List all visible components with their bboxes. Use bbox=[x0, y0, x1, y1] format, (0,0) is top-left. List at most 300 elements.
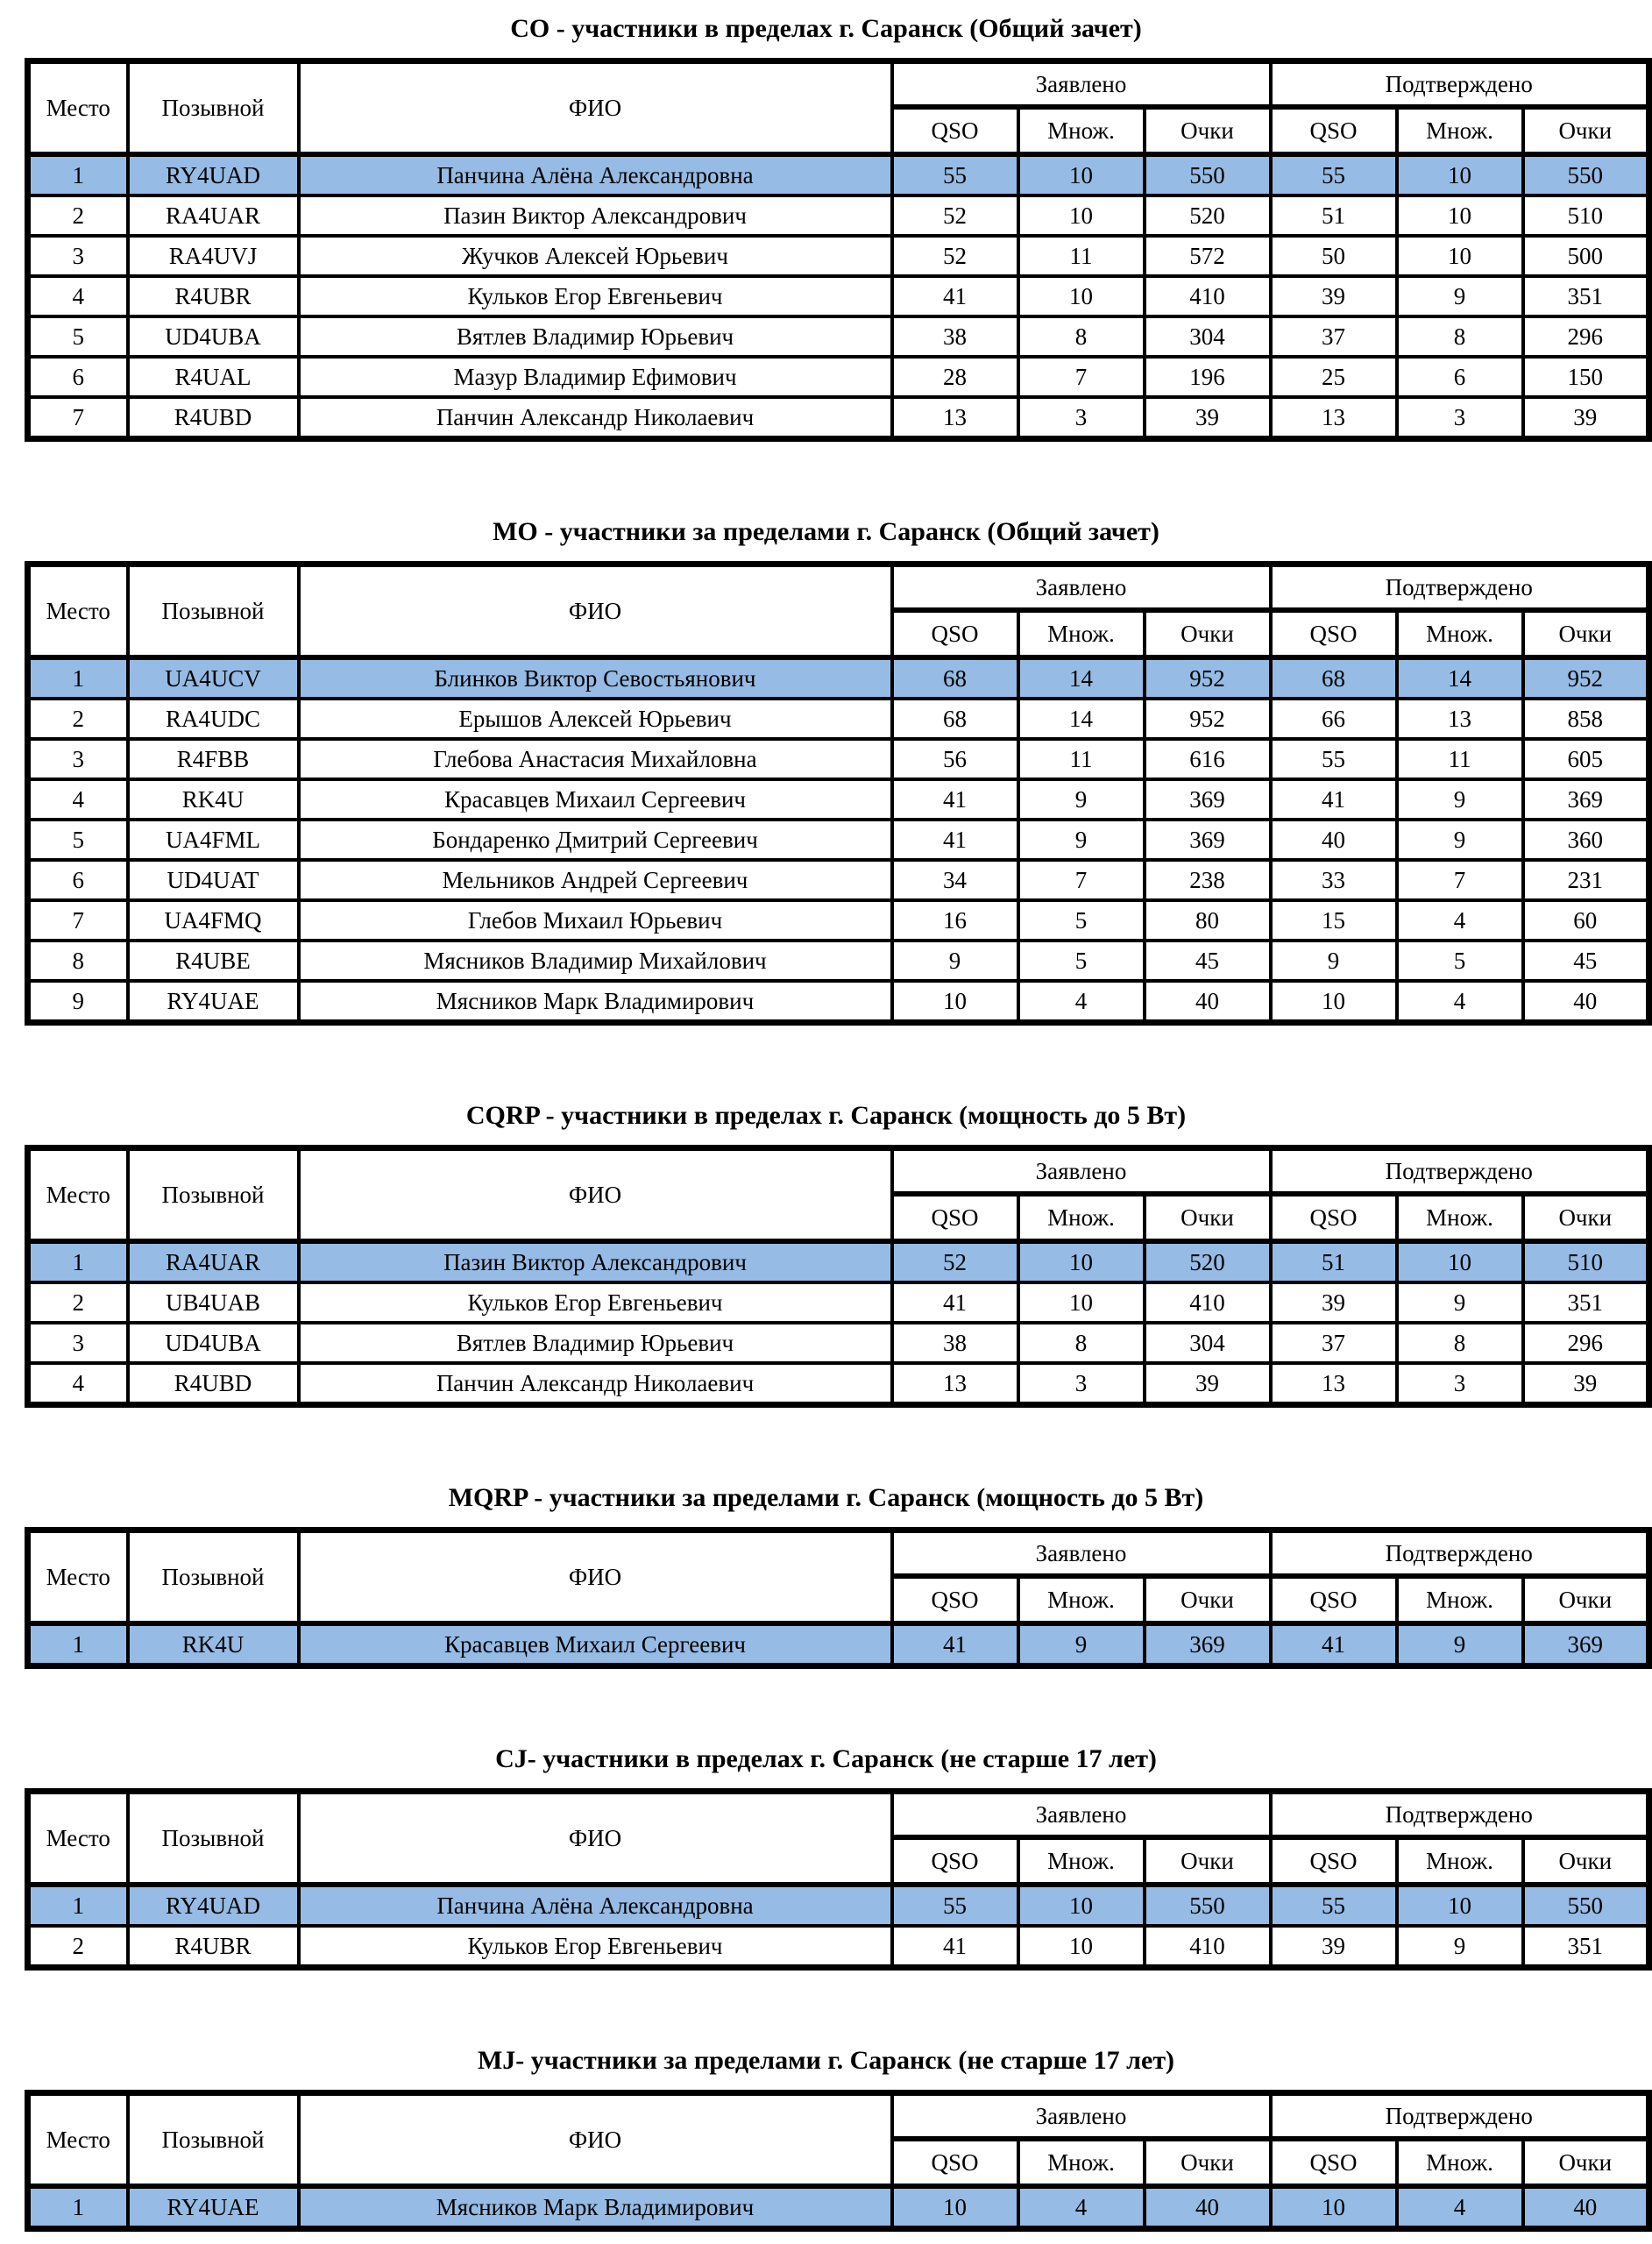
cell-claimed-mult: 10 bbox=[1018, 1885, 1145, 1926]
table-row bbox=[28, 739, 1649, 779]
cell-confirmed-points: 952 bbox=[1523, 657, 1649, 699]
results-table-mqrp bbox=[25, 1527, 1652, 1669]
table-title-cqrp: CQRP - участники в пределах г. Саранск (мощность до 5 Вт) bbox=[465, 1101, 1187, 1130]
cell-confirmed-qso: 15 bbox=[1271, 900, 1397, 941]
results-table-cqrp bbox=[25, 1145, 1652, 1408]
cell-fio: Глебов Михаил Юрьевич bbox=[299, 900, 892, 941]
table-row bbox=[28, 1885, 1649, 1926]
cell-callsign: R4UBD bbox=[128, 397, 299, 439]
cell-claimed-mult: 11 bbox=[1018, 236, 1145, 276]
cell-confirmed-points: 550 bbox=[1523, 1885, 1649, 1926]
col-header-claimed-mult: Множ. bbox=[1018, 610, 1145, 657]
cell-callsign: R4UBE bbox=[128, 941, 299, 981]
col-header-callsign: Позывной bbox=[128, 1792, 299, 1885]
col-header-confirmed-mult: Множ. bbox=[1397, 610, 1523, 657]
col-header-claimed-mult: Множ. bbox=[1018, 1837, 1145, 1885]
cell-confirmed-points: 369 bbox=[1523, 779, 1649, 820]
col-header-place: Место bbox=[28, 1148, 128, 1242]
cell-confirmed-mult: 3 bbox=[1397, 397, 1523, 439]
cell-claimed-points: 238 bbox=[1145, 860, 1271, 900]
col-header-place: Место bbox=[28, 2093, 128, 2187]
cell-confirmed-points: 605 bbox=[1523, 739, 1649, 779]
cell-confirmed-points: 45 bbox=[1523, 941, 1649, 981]
col-header-callsign: Позывной bbox=[128, 1148, 299, 1242]
col-header-claimed-points: Очки bbox=[1145, 107, 1271, 154]
cell-claimed-mult: 10 bbox=[1018, 1282, 1145, 1323]
cell-place: 2 bbox=[28, 1926, 128, 1968]
table-title-mo: МО - участники за пределами г. Саранск (Общий зачет) bbox=[493, 517, 1159, 546]
cell-claimed-points: 520 bbox=[1145, 1241, 1271, 1282]
cell-confirmed-mult: 4 bbox=[1397, 2186, 1523, 2229]
col-header-claimed-qso: QSO bbox=[892, 1837, 1018, 1885]
col-header-callsign: Позывной bbox=[128, 2093, 299, 2187]
cell-confirmed-qso: 68 bbox=[1271, 657, 1397, 699]
cell-callsign: RK4U bbox=[128, 779, 299, 820]
cell-claimed-mult: 10 bbox=[1018, 1241, 1145, 1282]
cell-callsign: R4UAL bbox=[128, 357, 299, 397]
cell-claimed-mult: 3 bbox=[1018, 397, 1145, 439]
col-header-claimed-points: Очки bbox=[1145, 1194, 1271, 1241]
cell-callsign: RY4UAE bbox=[128, 981, 299, 1023]
cell-place: 1 bbox=[28, 1623, 128, 1666]
cell-callsign: UD4UAT bbox=[128, 860, 299, 900]
col-header-confirmed-qso: QSO bbox=[1271, 610, 1397, 657]
cell-confirmed-mult: 9 bbox=[1397, 1282, 1523, 1323]
cell-place: 5 bbox=[28, 820, 128, 860]
cell-confirmed-qso: 10 bbox=[1271, 981, 1397, 1023]
cell-confirmed-points: 351 bbox=[1523, 1282, 1649, 1323]
cell-claimed-mult: 8 bbox=[1018, 316, 1145, 357]
cell-fio: Бондаренко Дмитрий Сергеевич bbox=[299, 820, 892, 860]
col-header-claimed-points: Очки bbox=[1145, 610, 1271, 657]
col-header-confirmed-qso: QSO bbox=[1271, 1837, 1397, 1885]
table-row bbox=[28, 357, 1649, 397]
cell-callsign: RA4UVJ bbox=[128, 236, 299, 276]
col-group-confirmed: Подтверждено bbox=[1271, 565, 1649, 611]
col-group-confirmed: Подтверждено bbox=[1271, 1148, 1649, 1195]
col-header-confirmed-points: Очки bbox=[1523, 1194, 1649, 1241]
cell-place: 3 bbox=[28, 739, 128, 779]
cell-callsign: UD4UBA bbox=[128, 1323, 299, 1363]
cell-callsign: R4UBR bbox=[128, 1926, 299, 1968]
cell-callsign: RA4UAR bbox=[128, 1241, 299, 1282]
cell-callsign: R4UBD bbox=[128, 1363, 299, 1405]
cell-claimed-qso: 52 bbox=[892, 236, 1018, 276]
cell-place: 8 bbox=[28, 941, 128, 981]
cell-claimed-mult: 10 bbox=[1018, 195, 1145, 236]
col-header-claimed-points: Очки bbox=[1145, 1837, 1271, 1885]
section-mqrp bbox=[0, 1408, 1652, 1669]
cell-fio: Мясников Марк Владимирович bbox=[299, 2186, 892, 2229]
cell-confirmed-mult: 8 bbox=[1397, 1323, 1523, 1363]
cell-confirmed-qso: 37 bbox=[1271, 1323, 1397, 1363]
table-row bbox=[28, 1926, 1649, 1968]
cell-confirmed-mult: 10 bbox=[1397, 195, 1523, 236]
section-cqrp bbox=[0, 1026, 1652, 1408]
cell-claimed-mult: 10 bbox=[1018, 276, 1145, 316]
cell-callsign: UD4UBA bbox=[128, 316, 299, 357]
table-row bbox=[28, 1323, 1649, 1363]
cell-fio: Мазур Владимир Ефимович bbox=[299, 357, 892, 397]
cell-claimed-qso: 13 bbox=[892, 1363, 1018, 1405]
cell-claimed-mult: 8 bbox=[1018, 1323, 1145, 1363]
cell-confirmed-qso: 39 bbox=[1271, 1926, 1397, 1968]
cell-confirmed-qso: 51 bbox=[1271, 195, 1397, 236]
col-header-confirmed-mult: Множ. bbox=[1397, 107, 1523, 154]
cell-claimed-points: 410 bbox=[1145, 1926, 1271, 1968]
cell-claimed-mult: 4 bbox=[1018, 2186, 1145, 2229]
cell-claimed-qso: 38 bbox=[892, 316, 1018, 357]
section-co bbox=[0, 0, 1652, 442]
cell-place: 3 bbox=[28, 236, 128, 276]
cell-fio: Вятлев Владимир Юрьевич bbox=[299, 1323, 892, 1363]
table-body bbox=[28, 154, 1649, 439]
cell-claimed-mult: 9 bbox=[1018, 1623, 1145, 1666]
cell-confirmed-qso: 40 bbox=[1271, 820, 1397, 860]
col-header-callsign: Позывной bbox=[128, 565, 299, 658]
cell-fio: Глебова Анастасия Михайловна bbox=[299, 739, 892, 779]
col-header-claimed-mult: Множ. bbox=[1018, 107, 1145, 154]
cell-place: 2 bbox=[28, 195, 128, 236]
cell-place: 3 bbox=[28, 1323, 128, 1363]
cell-claimed-points: 196 bbox=[1145, 357, 1271, 397]
cell-claimed-mult: 4 bbox=[1018, 981, 1145, 1023]
cell-confirmed-mult: 9 bbox=[1397, 1926, 1523, 1968]
cell-claimed-mult: 3 bbox=[1018, 1363, 1145, 1405]
table-row bbox=[28, 820, 1649, 860]
col-header-confirmed-points: Очки bbox=[1523, 1576, 1649, 1623]
cell-claimed-points: 40 bbox=[1145, 981, 1271, 1023]
cell-claimed-qso: 68 bbox=[892, 699, 1018, 739]
col-header-place: Место bbox=[28, 61, 128, 155]
cell-callsign: RY4UAD bbox=[128, 1885, 299, 1926]
cell-claimed-points: 39 bbox=[1145, 1363, 1271, 1405]
cell-claimed-points: 369 bbox=[1145, 1623, 1271, 1666]
cell-confirmed-mult: 5 bbox=[1397, 941, 1523, 981]
cell-fio: Красавцев Михаил Сергеевич bbox=[299, 779, 892, 820]
table-header bbox=[28, 1530, 1649, 1624]
table-row bbox=[28, 699, 1649, 739]
cell-claimed-mult: 7 bbox=[1018, 860, 1145, 900]
table-title-co: СО - участники в пределах г. Саранск (Общий зачет) bbox=[510, 14, 1142, 43]
cell-confirmed-mult: 6 bbox=[1397, 357, 1523, 397]
cell-confirmed-points: 369 bbox=[1523, 1623, 1649, 1666]
cell-callsign: UA4FMQ bbox=[128, 900, 299, 941]
cell-fio: Панчина Алёна Александровна bbox=[299, 1885, 892, 1926]
cell-confirmed-mult: 8 bbox=[1397, 316, 1523, 357]
cell-place: 7 bbox=[28, 900, 128, 941]
section-mo bbox=[0, 442, 1652, 1026]
cell-fio: Кульков Егор Евгеньевич bbox=[299, 1926, 892, 1968]
cell-place: 5 bbox=[28, 316, 128, 357]
cell-confirmed-qso: 41 bbox=[1271, 779, 1397, 820]
section-cj bbox=[0, 1669, 1652, 1971]
cell-callsign: R4UBR bbox=[128, 276, 299, 316]
col-group-confirmed: Подтверждено bbox=[1271, 1792, 1649, 1838]
cell-claimed-mult: 9 bbox=[1018, 779, 1145, 820]
table-row bbox=[28, 657, 1649, 699]
cell-fio: Панчина Алёна Александровна bbox=[299, 154, 892, 195]
cell-callsign: RA4UAR bbox=[128, 195, 299, 236]
cell-claimed-qso: 52 bbox=[892, 1241, 1018, 1282]
table-title-mj: MJ- участники за пределами г. Саранск (не старше 17 лет) bbox=[477, 2046, 1175, 2075]
cell-claimed-mult: 14 bbox=[1018, 657, 1145, 699]
cell-callsign: RY4UAE bbox=[128, 2186, 299, 2229]
cell-fio: Мясников Марк Владимирович bbox=[299, 981, 892, 1023]
cell-claimed-mult: 10 bbox=[1018, 154, 1145, 195]
table-header bbox=[28, 565, 1649, 658]
cell-place: 2 bbox=[28, 1282, 128, 1323]
table-header bbox=[28, 61, 1649, 155]
col-header-confirmed-mult: Множ. bbox=[1397, 1837, 1523, 1885]
cell-confirmed-mult: 10 bbox=[1397, 1885, 1523, 1926]
cell-confirmed-points: 231 bbox=[1523, 860, 1649, 900]
cell-confirmed-mult: 9 bbox=[1397, 276, 1523, 316]
cell-claimed-qso: 13 bbox=[892, 397, 1018, 439]
cell-claimed-qso: 34 bbox=[892, 860, 1018, 900]
cell-claimed-qso: 9 bbox=[892, 941, 1018, 981]
cell-confirmed-points: 351 bbox=[1523, 1926, 1649, 1968]
col-header-fio: ФИО bbox=[299, 1792, 892, 1885]
cell-fio: Вятлев Владимир Юрьевич bbox=[299, 316, 892, 357]
col-header-fio: ФИО bbox=[299, 565, 892, 658]
cell-claimed-qso: 41 bbox=[892, 276, 1018, 316]
cell-confirmed-mult: 9 bbox=[1397, 1623, 1523, 1666]
table-row bbox=[28, 316, 1649, 357]
cell-claimed-points: 410 bbox=[1145, 276, 1271, 316]
col-header-confirmed-points: Очки bbox=[1523, 1837, 1649, 1885]
cell-confirmed-points: 150 bbox=[1523, 357, 1649, 397]
table-title-cj: CJ- участники в пределах г. Саранск (не старше 17 лет) bbox=[495, 1744, 1157, 1773]
cell-claimed-qso: 41 bbox=[892, 820, 1018, 860]
cell-claimed-qso: 41 bbox=[892, 779, 1018, 820]
cell-confirmed-mult: 4 bbox=[1397, 900, 1523, 941]
table-row bbox=[28, 195, 1649, 236]
cell-place: 4 bbox=[28, 1363, 128, 1405]
cell-callsign: RK4U bbox=[128, 1623, 299, 1666]
cell-claimed-qso: 52 bbox=[892, 195, 1018, 236]
col-header-fio: ФИО bbox=[299, 1148, 892, 1242]
table-row bbox=[28, 154, 1649, 195]
cell-fio: Жучков Алексей Юрьевич bbox=[299, 236, 892, 276]
table-row bbox=[28, 1282, 1649, 1323]
cell-confirmed-qso: 55 bbox=[1271, 154, 1397, 195]
col-header-confirmed-points: Очки bbox=[1523, 610, 1649, 657]
cell-claimed-points: 616 bbox=[1145, 739, 1271, 779]
cell-confirmed-points: 550 bbox=[1523, 154, 1649, 195]
cell-claimed-qso: 16 bbox=[892, 900, 1018, 941]
cell-fio: Пазин Виктор Александрович bbox=[299, 195, 892, 236]
col-header-confirmed-points: Очки bbox=[1523, 2139, 1649, 2186]
cell-callsign: RY4UAD bbox=[128, 154, 299, 195]
cell-place: 9 bbox=[28, 981, 128, 1023]
cell-confirmed-points: 351 bbox=[1523, 276, 1649, 316]
col-header-claimed-qso: QSO bbox=[892, 107, 1018, 154]
cell-confirmed-mult: 7 bbox=[1397, 860, 1523, 900]
cell-claimed-qso: 10 bbox=[892, 2186, 1018, 2229]
cell-confirmed-points: 40 bbox=[1523, 981, 1649, 1023]
cell-confirmed-points: 39 bbox=[1523, 1363, 1649, 1405]
col-header-place: Место bbox=[28, 1792, 128, 1885]
cell-confirmed-mult: 4 bbox=[1397, 981, 1523, 1023]
cell-confirmed-points: 39 bbox=[1523, 397, 1649, 439]
col-group-claimed: Заявлено bbox=[892, 1148, 1271, 1195]
cell-claimed-points: 304 bbox=[1145, 1323, 1271, 1363]
table-body bbox=[28, 1241, 1649, 1405]
cell-claimed-qso: 41 bbox=[892, 1282, 1018, 1323]
col-header-confirmed-qso: QSO bbox=[1271, 2139, 1397, 2186]
cell-fio: Кульков Егор Евгеньевич bbox=[299, 1282, 892, 1323]
table-row bbox=[28, 860, 1649, 900]
table-title-mqrp: MQRP - участники за пределами г. Саранск (мощность до 5 Вт) bbox=[448, 1483, 1204, 1512]
cell-place: 4 bbox=[28, 779, 128, 820]
cell-callsign: UA4FML bbox=[128, 820, 299, 860]
cell-confirmed-mult: 9 bbox=[1397, 779, 1523, 820]
cell-fio: Панчин Александр Николаевич bbox=[299, 397, 892, 439]
table-header bbox=[28, 1792, 1649, 1885]
cell-claimed-qso: 56 bbox=[892, 739, 1018, 779]
cell-fio: Красавцев Михаил Сергеевич bbox=[299, 1623, 892, 1666]
col-header-fio: ФИО bbox=[299, 1530, 892, 1624]
cell-confirmed-mult: 3 bbox=[1397, 1363, 1523, 1405]
col-group-claimed: Заявлено bbox=[892, 1792, 1271, 1838]
table-row bbox=[28, 397, 1649, 439]
cell-place: 1 bbox=[28, 657, 128, 699]
col-header-claimed-qso: QSO bbox=[892, 2139, 1018, 2186]
cell-claimed-qso: 28 bbox=[892, 357, 1018, 397]
col-header-place: Место bbox=[28, 565, 128, 658]
cell-confirmed-qso: 9 bbox=[1271, 941, 1397, 981]
cell-claimed-points: 304 bbox=[1145, 316, 1271, 357]
cell-fio: Ерышов Алексей Юрьевич bbox=[299, 699, 892, 739]
cell-confirmed-mult: 11 bbox=[1397, 739, 1523, 779]
cell-claimed-points: 952 bbox=[1145, 657, 1271, 699]
cell-place: 4 bbox=[28, 276, 128, 316]
cell-claimed-mult: 9 bbox=[1018, 820, 1145, 860]
cell-confirmed-qso: 13 bbox=[1271, 397, 1397, 439]
cell-place: 6 bbox=[28, 860, 128, 900]
col-header-claimed-points: Очки bbox=[1145, 2139, 1271, 2186]
cell-confirmed-mult: 13 bbox=[1397, 699, 1523, 739]
cell-confirmed-qso: 55 bbox=[1271, 739, 1397, 779]
table-row bbox=[28, 900, 1649, 941]
table-row bbox=[28, 779, 1649, 820]
cell-claimed-points: 520 bbox=[1145, 195, 1271, 236]
cell-confirmed-mult: 10 bbox=[1397, 236, 1523, 276]
cell-claimed-points: 550 bbox=[1145, 1885, 1271, 1926]
cell-fio: Мельников Андрей Сергеевич bbox=[299, 860, 892, 900]
cell-confirmed-qso: 55 bbox=[1271, 1885, 1397, 1926]
col-group-claimed: Заявлено bbox=[892, 2093, 1271, 2140]
cell-claimed-mult: 5 bbox=[1018, 941, 1145, 981]
table-row bbox=[28, 1623, 1649, 1666]
cell-place: 2 bbox=[28, 699, 128, 739]
cell-confirmed-qso: 41 bbox=[1271, 1623, 1397, 1666]
col-group-claimed: Заявлено bbox=[892, 61, 1271, 108]
cell-claimed-mult: 14 bbox=[1018, 699, 1145, 739]
col-header-callsign: Позывной bbox=[128, 1530, 299, 1624]
table-header bbox=[28, 1148, 1649, 1242]
cell-confirmed-qso: 10 bbox=[1271, 2186, 1397, 2229]
cell-confirmed-points: 360 bbox=[1523, 820, 1649, 860]
cell-claimed-points: 410 bbox=[1145, 1282, 1271, 1323]
cell-fio: Пазин Виктор Александрович bbox=[299, 1241, 892, 1282]
cell-confirmed-points: 858 bbox=[1523, 699, 1649, 739]
col-group-confirmed: Подтверждено bbox=[1271, 2093, 1649, 2140]
col-header-claimed-qso: QSO bbox=[892, 1194, 1018, 1241]
cell-callsign: UA4UCV bbox=[128, 657, 299, 699]
cell-confirmed-points: 500 bbox=[1523, 236, 1649, 276]
col-header-confirmed-qso: QSO bbox=[1271, 1194, 1397, 1241]
cell-claimed-qso: 55 bbox=[892, 1885, 1018, 1926]
cell-confirmed-points: 60 bbox=[1523, 900, 1649, 941]
col-header-confirmed-qso: QSO bbox=[1271, 1576, 1397, 1623]
cell-claimed-qso: 41 bbox=[892, 1623, 1018, 1666]
col-header-claimed-qso: QSO bbox=[892, 1576, 1018, 1623]
cell-claimed-points: 572 bbox=[1145, 236, 1271, 276]
cell-claimed-points: 369 bbox=[1145, 779, 1271, 820]
table-row bbox=[28, 276, 1649, 316]
cell-claimed-mult: 5 bbox=[1018, 900, 1145, 941]
table-row bbox=[28, 941, 1649, 981]
col-group-confirmed: Подтверждено bbox=[1271, 61, 1649, 108]
cell-claimed-points: 369 bbox=[1145, 820, 1271, 860]
cell-confirmed-points: 296 bbox=[1523, 316, 1649, 357]
col-header-confirmed-qso: QSO bbox=[1271, 107, 1397, 154]
cell-place: 1 bbox=[28, 2186, 128, 2229]
cell-claimed-points: 40 bbox=[1145, 2186, 1271, 2229]
cell-fio: Кульков Егор Евгеньевич bbox=[299, 276, 892, 316]
cell-claimed-mult: 7 bbox=[1018, 357, 1145, 397]
col-group-claimed: Заявлено bbox=[892, 1530, 1271, 1577]
cell-confirmed-mult: 10 bbox=[1397, 1241, 1523, 1282]
cell-fio: Блинков Виктор Севостьянович bbox=[299, 657, 892, 699]
col-group-claimed: Заявлено bbox=[892, 565, 1271, 611]
cell-claimed-mult: 11 bbox=[1018, 739, 1145, 779]
col-header-claimed-qso: QSO bbox=[892, 610, 1018, 657]
col-header-claimed-mult: Множ. bbox=[1018, 1194, 1145, 1241]
section-mj bbox=[0, 1971, 1652, 2232]
cell-place: 1 bbox=[28, 1241, 128, 1282]
table-row bbox=[28, 1363, 1649, 1405]
cell-place: 7 bbox=[28, 397, 128, 439]
cell-confirmed-points: 40 bbox=[1523, 2186, 1649, 2229]
cell-claimed-points: 550 bbox=[1145, 154, 1271, 195]
table-body bbox=[28, 2186, 1649, 2229]
table-row bbox=[28, 981, 1649, 1023]
table-row bbox=[28, 236, 1649, 276]
cell-confirmed-qso: 37 bbox=[1271, 316, 1397, 357]
table-body bbox=[28, 1885, 1649, 1968]
cell-confirmed-qso: 25 bbox=[1271, 357, 1397, 397]
cell-confirmed-points: 510 bbox=[1523, 1241, 1649, 1282]
col-header-claimed-mult: Множ. bbox=[1018, 2139, 1145, 2186]
cell-confirmed-qso: 33 bbox=[1271, 860, 1397, 900]
cell-claimed-qso: 55 bbox=[892, 154, 1018, 195]
cell-claimed-qso: 38 bbox=[892, 1323, 1018, 1363]
cell-confirmed-mult: 9 bbox=[1397, 820, 1523, 860]
cell-confirmed-mult: 10 bbox=[1397, 154, 1523, 195]
cell-claimed-points: 45 bbox=[1145, 941, 1271, 981]
cell-confirmed-points: 510 bbox=[1523, 195, 1649, 236]
col-header-fio: ФИО bbox=[299, 2093, 892, 2187]
cell-confirmed-qso: 39 bbox=[1271, 276, 1397, 316]
cell-callsign: UB4UAB bbox=[128, 1282, 299, 1323]
table-header bbox=[28, 2093, 1649, 2187]
table-body bbox=[28, 1623, 1649, 1666]
table-body bbox=[28, 657, 1649, 1023]
col-header-confirmed-mult: Множ. bbox=[1397, 1576, 1523, 1623]
